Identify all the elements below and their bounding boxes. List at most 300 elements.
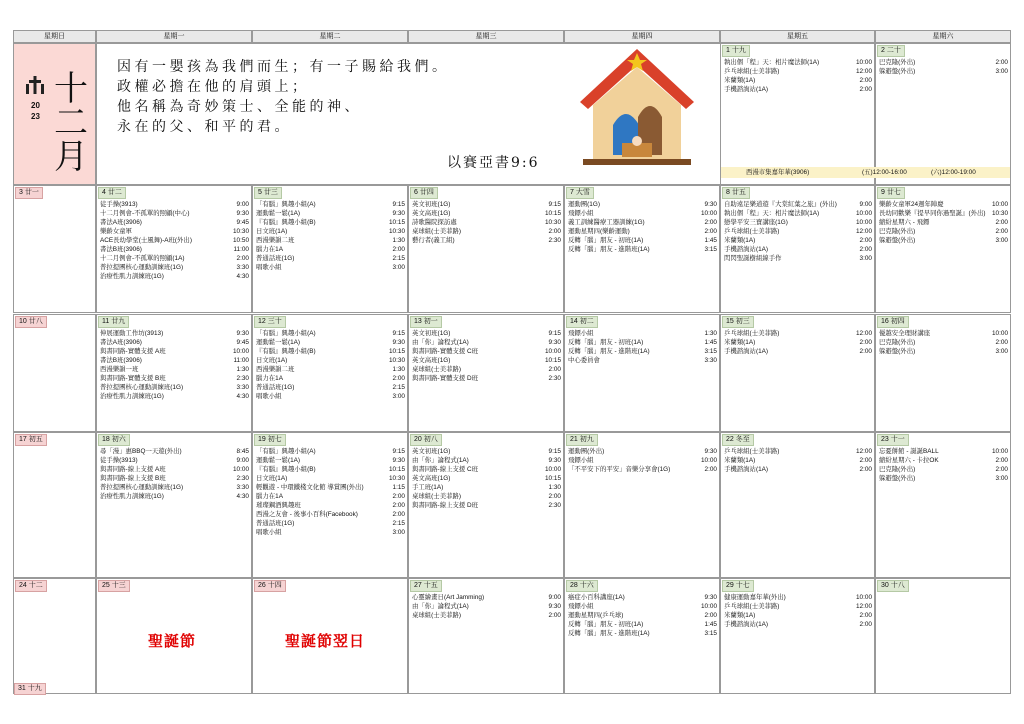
event-time: 12:00	[856, 330, 872, 337]
event-item[interactable]	[256, 483, 405, 492]
event-item[interactable]	[256, 227, 405, 236]
event-title: 與書同路-實體支援 C班	[412, 348, 479, 355]
event-item[interactable]	[412, 593, 561, 602]
event-item[interactable]	[568, 602, 717, 611]
event-time: 3:30	[236, 384, 249, 391]
event-title: 由「你」論程式(1A)	[412, 339, 469, 346]
event-item[interactable]	[724, 245, 872, 254]
event-title: 巴克隆(外出)	[879, 228, 916, 235]
event-item[interactable]	[256, 338, 405, 347]
event-item[interactable]	[724, 611, 872, 620]
event-item[interactable]	[724, 85, 872, 94]
holiday-christmas: 聖誕節	[148, 633, 197, 650]
event-time: 2:00	[704, 228, 717, 235]
event-time: 10:00	[701, 603, 717, 610]
day-cell[interactable]	[875, 432, 1011, 578]
day-label: 23 十一	[877, 434, 909, 446]
day-label: 13 初一	[410, 316, 442, 328]
day-cell[interactable]	[408, 432, 564, 578]
event-item[interactable]	[100, 218, 249, 227]
event-item[interactable]	[879, 465, 1008, 474]
day-label: 29 十七	[722, 580, 754, 592]
event-title: 巴克隆(外出)	[879, 339, 916, 346]
event-title: 乒乓球組(士美菲路)	[724, 68, 780, 75]
event-item[interactable]	[568, 465, 717, 474]
event-title: 運動鬆一鬆(1A)	[256, 457, 301, 464]
day-label: 9 廿七	[877, 187, 905, 199]
event-title: 徒手操(3913)	[100, 201, 138, 208]
event-time: 10:30	[545, 219, 561, 226]
event-time: 9:45	[236, 339, 249, 346]
event-item[interactable]	[568, 245, 717, 254]
event-item[interactable]	[568, 338, 717, 347]
event-item[interactable]	[412, 465, 561, 474]
event-title: 西漫樂韻二班	[256, 237, 295, 244]
event-item[interactable]	[412, 347, 561, 356]
event-time: 3:00	[392, 264, 405, 271]
event-item[interactable]	[724, 254, 872, 263]
event-item[interactable]	[412, 218, 561, 227]
event-item[interactable]	[412, 236, 561, 245]
event-item[interactable]	[100, 329, 249, 338]
event-item[interactable]	[412, 329, 561, 338]
event-title: 西漫樂韻一班	[100, 366, 139, 373]
day-cell[interactable]	[13, 185, 96, 313]
event-item[interactable]	[724, 593, 872, 602]
event-time: 2:30	[548, 375, 561, 382]
event-title: 普拉提團核心運動訓練班(1G)	[100, 484, 184, 491]
event-item[interactable]	[879, 218, 1008, 227]
event-title: 普拉提團核心運動訓練班(1G)	[100, 264, 184, 271]
event-item[interactable]	[256, 347, 405, 356]
event-item[interactable]	[256, 365, 405, 374]
event-time: 10:00	[856, 594, 872, 601]
event-time: 10:30	[992, 210, 1008, 217]
event-time: 2:00	[392, 493, 405, 500]
event-item[interactable]	[256, 492, 405, 501]
day-cell[interactable]	[252, 185, 408, 313]
event-title: 治療性肌力訓練班(1G)	[100, 393, 164, 400]
event-item[interactable]	[256, 329, 405, 338]
event-time: 10:30	[389, 357, 405, 364]
event-title: 縮紛星期六 - 卡拉OK	[879, 457, 939, 464]
event-time: 2:00	[392, 246, 405, 253]
event-time: 9:30	[392, 457, 405, 464]
event-item[interactable]	[256, 356, 405, 365]
event-time: 2:00	[704, 466, 717, 473]
event-title: 手機諮詢站(1A)	[724, 621, 769, 628]
event-title: 乒乓球組(士美菲路)	[724, 603, 780, 610]
event-title: 躲避盤(外出)	[879, 237, 916, 244]
day-cell[interactable]	[252, 432, 408, 578]
event-time: 9:15	[392, 201, 405, 208]
event-title: 健康運動嘉年華(外出)	[724, 594, 786, 601]
event-item[interactable]	[256, 528, 405, 537]
event-time: 10:30	[389, 228, 405, 235]
day-cell[interactable]	[252, 314, 408, 432]
event-item[interactable]	[100, 483, 249, 492]
event-time: 4:30	[236, 493, 249, 500]
event-item[interactable]	[724, 329, 872, 338]
event-time: 10:00	[856, 219, 872, 226]
event-title: 輕觀遊 - 中環鐵棧文化館 導賞團(外出)	[256, 484, 364, 491]
event-item[interactable]	[100, 374, 249, 383]
day-cell[interactable]	[564, 185, 720, 313]
event-item[interactable]	[568, 218, 717, 227]
weekday-header-mon: 星期一	[96, 30, 252, 43]
day-cell[interactable]	[408, 578, 564, 694]
event-title: 乒乓球組(士美菲路)	[724, 448, 780, 455]
day-cell[interactable]	[13, 432, 96, 578]
day-label: 22 冬至	[722, 434, 754, 446]
event-title: 「有腦」興趣小組(A)	[256, 330, 316, 337]
event-time: 2:00	[859, 621, 872, 628]
event-title: 西漫樂韻二班	[256, 366, 295, 373]
event-title: 十二月例會-不孤單的照顧(1A)	[100, 255, 185, 262]
day-label: 14 初二	[566, 316, 598, 328]
event-item[interactable]	[100, 474, 249, 483]
event-title: 書法B班(3906)	[100, 357, 142, 364]
event-item[interactable]	[256, 474, 405, 483]
event-time: 10:00	[992, 330, 1008, 337]
event-time: 9:30	[548, 339, 561, 346]
event-item[interactable]	[256, 218, 405, 227]
event-item[interactable]	[879, 58, 1008, 67]
event-title: 由「你」論程式(1A)	[412, 457, 469, 464]
event-item[interactable]	[568, 611, 717, 620]
event-time: 2:00	[859, 339, 872, 346]
event-item[interactable]	[724, 218, 872, 227]
event-title: 優越安全理財講座	[879, 330, 931, 337]
event-item[interactable]	[568, 356, 717, 365]
event-time: 10:00	[992, 201, 1008, 208]
event-title: 桌球組(士美菲路)	[412, 612, 461, 619]
event-item[interactable]	[724, 58, 872, 67]
day-cell[interactable]	[720, 185, 875, 313]
event-item[interactable]	[412, 356, 561, 365]
event-time: 2:00	[392, 511, 405, 518]
event-item[interactable]	[256, 456, 405, 465]
event-title: 閃閃聖誕樹組線手作	[724, 255, 782, 262]
holiday-boxing-day: 聖誕節翌日	[285, 633, 366, 650]
event-item[interactable]	[412, 200, 561, 209]
event-item[interactable]	[568, 329, 717, 338]
event-title: 徒手操(3913)	[100, 457, 138, 464]
event-title: 躲避盤(外出)	[879, 348, 916, 355]
event-title: 反轉「腦」朋友 - 初班(1A)	[568, 621, 644, 628]
event-item[interactable]	[879, 209, 1008, 218]
event-time: 3:15	[704, 348, 717, 355]
event-item[interactable]	[100, 245, 249, 254]
event-item[interactable]	[256, 383, 405, 392]
day-cell[interactable]	[13, 578, 96, 694]
event-item[interactable]	[724, 456, 872, 465]
month-char-2: 二	[54, 103, 88, 143]
event-time: 9:30	[548, 457, 561, 464]
event-title: 書法B班(3906)	[100, 246, 142, 253]
day-label: 20 初八	[410, 434, 442, 446]
event-item[interactable]	[724, 67, 872, 76]
weekday-header-fri: 星期五	[720, 30, 875, 43]
event-item[interactable]	[100, 392, 249, 401]
event-time: 1:30	[236, 366, 249, 373]
event-item[interactable]	[256, 263, 405, 272]
event-item[interactable]	[724, 200, 872, 209]
event-time: 10:00	[701, 457, 717, 464]
event-item[interactable]	[879, 456, 1008, 465]
event-item[interactable]	[100, 492, 249, 501]
event-item[interactable]	[412, 209, 561, 218]
event-time: 2:30	[548, 237, 561, 244]
event-title: 與書同路-實體支援 D班	[412, 375, 479, 382]
event-item[interactable]	[256, 447, 405, 456]
event-item[interactable]	[412, 456, 561, 465]
event-title: 運動鬆一鬆(1A)	[256, 210, 301, 217]
event-item[interactable]	[879, 236, 1008, 245]
event-title: 詩歌醫院探訪處	[412, 219, 457, 226]
day-cell[interactable]	[875, 578, 1011, 694]
event-item[interactable]	[879, 200, 1008, 209]
event-title: 普通話班(1G)	[256, 520, 295, 527]
event-item[interactable]	[568, 447, 717, 456]
event-time: 10:00	[233, 466, 249, 473]
event-time: 2:00	[548, 366, 561, 373]
verse-text	[117, 57, 567, 137]
event-title: 普通話班(1G)	[256, 255, 295, 262]
event-item[interactable]	[100, 365, 249, 374]
event-time: 3:00	[995, 68, 1008, 75]
event-time: 3:15	[704, 246, 717, 253]
day-label: 1 十九	[722, 45, 750, 57]
event-item[interactable]	[256, 465, 405, 474]
day-cell[interactable]	[720, 432, 875, 578]
event-item[interactable]	[724, 76, 872, 85]
event-time: 10:15	[545, 357, 561, 364]
event-time: 2:30	[548, 502, 561, 509]
event-item[interactable]	[568, 227, 717, 236]
event-item[interactable]	[568, 593, 717, 602]
event-time: 10:00	[233, 348, 249, 355]
event-item[interactable]	[256, 392, 405, 401]
event-item[interactable]	[100, 236, 249, 245]
event-time: 3:00	[995, 348, 1008, 355]
day-cell[interactable]	[720, 43, 875, 185]
event-item[interactable]	[100, 356, 249, 365]
event-title: 飛鏢小組	[568, 330, 594, 337]
event-title: 反轉「腦」朋友 - 進階班(1A)	[568, 348, 650, 355]
event-title: 桌球組(士美菲路)	[412, 366, 461, 373]
event-item[interactable]	[100, 209, 249, 218]
event-title: 英文初班(1G)	[412, 448, 451, 455]
event-title: 治療性肌力訓練班(1G)	[100, 493, 164, 500]
event-title: 中心委員會	[568, 357, 600, 364]
event-item[interactable]	[568, 209, 717, 218]
day-cell[interactable]	[408, 314, 564, 432]
event-item[interactable]	[100, 338, 249, 347]
event-time: 9:00	[548, 594, 561, 601]
event-item[interactable]	[100, 383, 249, 392]
day-cell[interactable]	[720, 578, 875, 694]
event-time: 10:30	[233, 228, 249, 235]
event-item[interactable]	[256, 209, 405, 218]
event-time: 3:00	[859, 255, 872, 262]
event-item[interactable]	[100, 272, 249, 281]
day-cell[interactable]	[564, 578, 720, 694]
day-cell[interactable]	[720, 314, 875, 432]
event-item[interactable]	[412, 227, 561, 236]
day-cell[interactable]	[564, 314, 720, 432]
event-time: 9:30	[392, 210, 405, 217]
event-item[interactable]	[256, 200, 405, 209]
event-item[interactable]	[100, 227, 249, 236]
event-title: 腦力在1A	[256, 375, 283, 382]
event-title: 癌症小百科講座(1A)	[568, 594, 625, 601]
event-item[interactable]	[100, 465, 249, 474]
day-cell[interactable]	[564, 432, 720, 578]
event-title: 「有腦」興趣小組(A)	[256, 448, 316, 455]
event-item[interactable]	[879, 338, 1008, 347]
event-item[interactable]	[724, 620, 872, 629]
event-item[interactable]	[412, 501, 561, 510]
event-item[interactable]	[568, 456, 717, 465]
event-time: 10:15	[389, 219, 405, 226]
event-time: 2:00	[392, 375, 405, 382]
event-title: 反轉「腦」朋友 - 初班(1A)	[568, 237, 644, 244]
event-item[interactable]	[412, 447, 561, 456]
day-label: 3 廿一	[15, 187, 43, 199]
event-time: 2:00	[859, 86, 872, 93]
event-item[interactable]	[568, 629, 717, 638]
event-item[interactable]	[568, 236, 717, 245]
event-title: 執出個「程」天：相片魔法師(1A)	[724, 210, 820, 217]
event-item[interactable]	[879, 67, 1008, 76]
event-item[interactable]	[724, 236, 872, 245]
event-item[interactable]	[724, 602, 872, 611]
event-title: 運動星期四(乒乓球)	[568, 612, 624, 619]
event-title: 米蘭類(1A)	[724, 612, 756, 619]
event-item[interactable]	[256, 236, 405, 245]
event-time: 3:00	[995, 475, 1008, 482]
event-title: 手機諮詢站(1A)	[724, 86, 769, 93]
event-time: 3:30	[704, 357, 717, 364]
event-item[interactable]	[724, 227, 872, 236]
event-time: 2:15	[392, 255, 405, 262]
event-item[interactable]	[724, 338, 872, 347]
event-time: 3:00	[995, 237, 1008, 244]
event-time: 1:30	[392, 366, 405, 373]
event-title: 「不平安下的平安」音樂分享會(1G)	[568, 466, 671, 473]
event-title: 西漫之友會 - 後事小百科(Facebook)	[256, 511, 358, 518]
event-title: 十二月例會-不孤單的照顧(中心)	[100, 210, 190, 217]
day-label: 6 廿四	[410, 187, 438, 199]
event-item[interactable]	[412, 338, 561, 347]
event-item[interactable]	[724, 465, 872, 474]
day-cell[interactable]	[96, 185, 252, 313]
event-title: 書法A班(3906)	[100, 219, 142, 226]
event-item[interactable]	[724, 447, 872, 456]
event-item[interactable]	[724, 347, 872, 356]
event-time: 12:00	[856, 603, 872, 610]
event-item[interactable]	[100, 456, 249, 465]
event-item[interactable]	[100, 200, 249, 209]
event-time: 9:15	[392, 330, 405, 337]
event-item[interactable]	[412, 602, 561, 611]
event-item[interactable]	[100, 347, 249, 356]
event-item[interactable]	[412, 611, 561, 620]
event-time: 2:00	[859, 77, 872, 84]
event-title: 『有腦』興趣小組(B)	[256, 348, 316, 355]
event-item[interactable]	[568, 347, 717, 356]
event-item[interactable]	[100, 254, 249, 263]
day-label: 11 廿九	[98, 316, 129, 328]
event-time: 1:30	[392, 237, 405, 244]
event-time: 3:00	[392, 393, 405, 400]
event-item[interactable]	[879, 227, 1008, 236]
event-item[interactable]	[412, 483, 561, 492]
day-cell[interactable]	[96, 314, 252, 432]
event-time: 10:00	[856, 59, 872, 66]
event-item[interactable]	[879, 329, 1008, 338]
event-item[interactable]	[412, 474, 561, 483]
event-item[interactable]	[412, 492, 561, 501]
event-item[interactable]	[568, 200, 717, 209]
event-title: 手機諮詢站(1A)	[724, 348, 769, 355]
event-title: 唱歌小組	[256, 264, 282, 271]
event-item[interactable]	[256, 519, 405, 528]
day-cell[interactable]	[875, 185, 1011, 313]
event-time: 1:30	[548, 484, 561, 491]
verse-line-4: 永在的父、和平的君。	[117, 119, 292, 135]
event-item[interactable]	[879, 474, 1008, 483]
day-cell[interactable]	[875, 314, 1011, 432]
event-item[interactable]	[100, 263, 249, 272]
event-title: 英文高班(1G)	[412, 475, 451, 482]
day-cell[interactable]	[408, 185, 564, 313]
event-time: 3:15	[704, 630, 717, 637]
nativity-illustration	[578, 47, 696, 167]
event-title: 日文班(1A)	[256, 475, 288, 482]
day-label: 12 三十	[254, 316, 286, 328]
event-item[interactable]	[100, 447, 249, 456]
event-title: 米蘭類(1A)	[724, 237, 756, 244]
day-cell[interactable]	[96, 432, 252, 578]
verse-reference: 以賽亞書9:6	[447, 155, 540, 171]
event-item[interactable]	[256, 501, 405, 510]
event-item[interactable]	[879, 347, 1008, 356]
event-item[interactable]	[256, 374, 405, 383]
day-cell[interactable]	[875, 43, 1011, 185]
calendar	[13, 30, 1011, 695]
event-item[interactable]	[412, 374, 561, 383]
event-item[interactable]	[256, 254, 405, 263]
event-time: 11:00	[233, 357, 249, 364]
event-time: 10:15	[389, 348, 405, 355]
event-item[interactable]	[256, 510, 405, 519]
event-title: 日文班(1A)	[256, 357, 288, 364]
event-item[interactable]	[568, 620, 717, 629]
event-title: 與書同路-線上支援 C班	[412, 466, 479, 473]
event-item[interactable]	[879, 447, 1008, 456]
event-title: 普拉提團核心運動訓練班(1G)	[100, 384, 184, 391]
event-title: 忘憂餅館 - 誕誕BALL	[879, 448, 939, 455]
day-cell[interactable]	[13, 314, 96, 432]
event-title: 與書同路-實體支援 B班	[100, 375, 166, 382]
event-item[interactable]	[724, 209, 872, 218]
event-title: 「有腦」興趣小組(A)	[256, 201, 316, 208]
event-item[interactable]	[256, 245, 405, 254]
event-item[interactable]	[412, 365, 561, 374]
event-time: 2:00	[548, 612, 561, 619]
